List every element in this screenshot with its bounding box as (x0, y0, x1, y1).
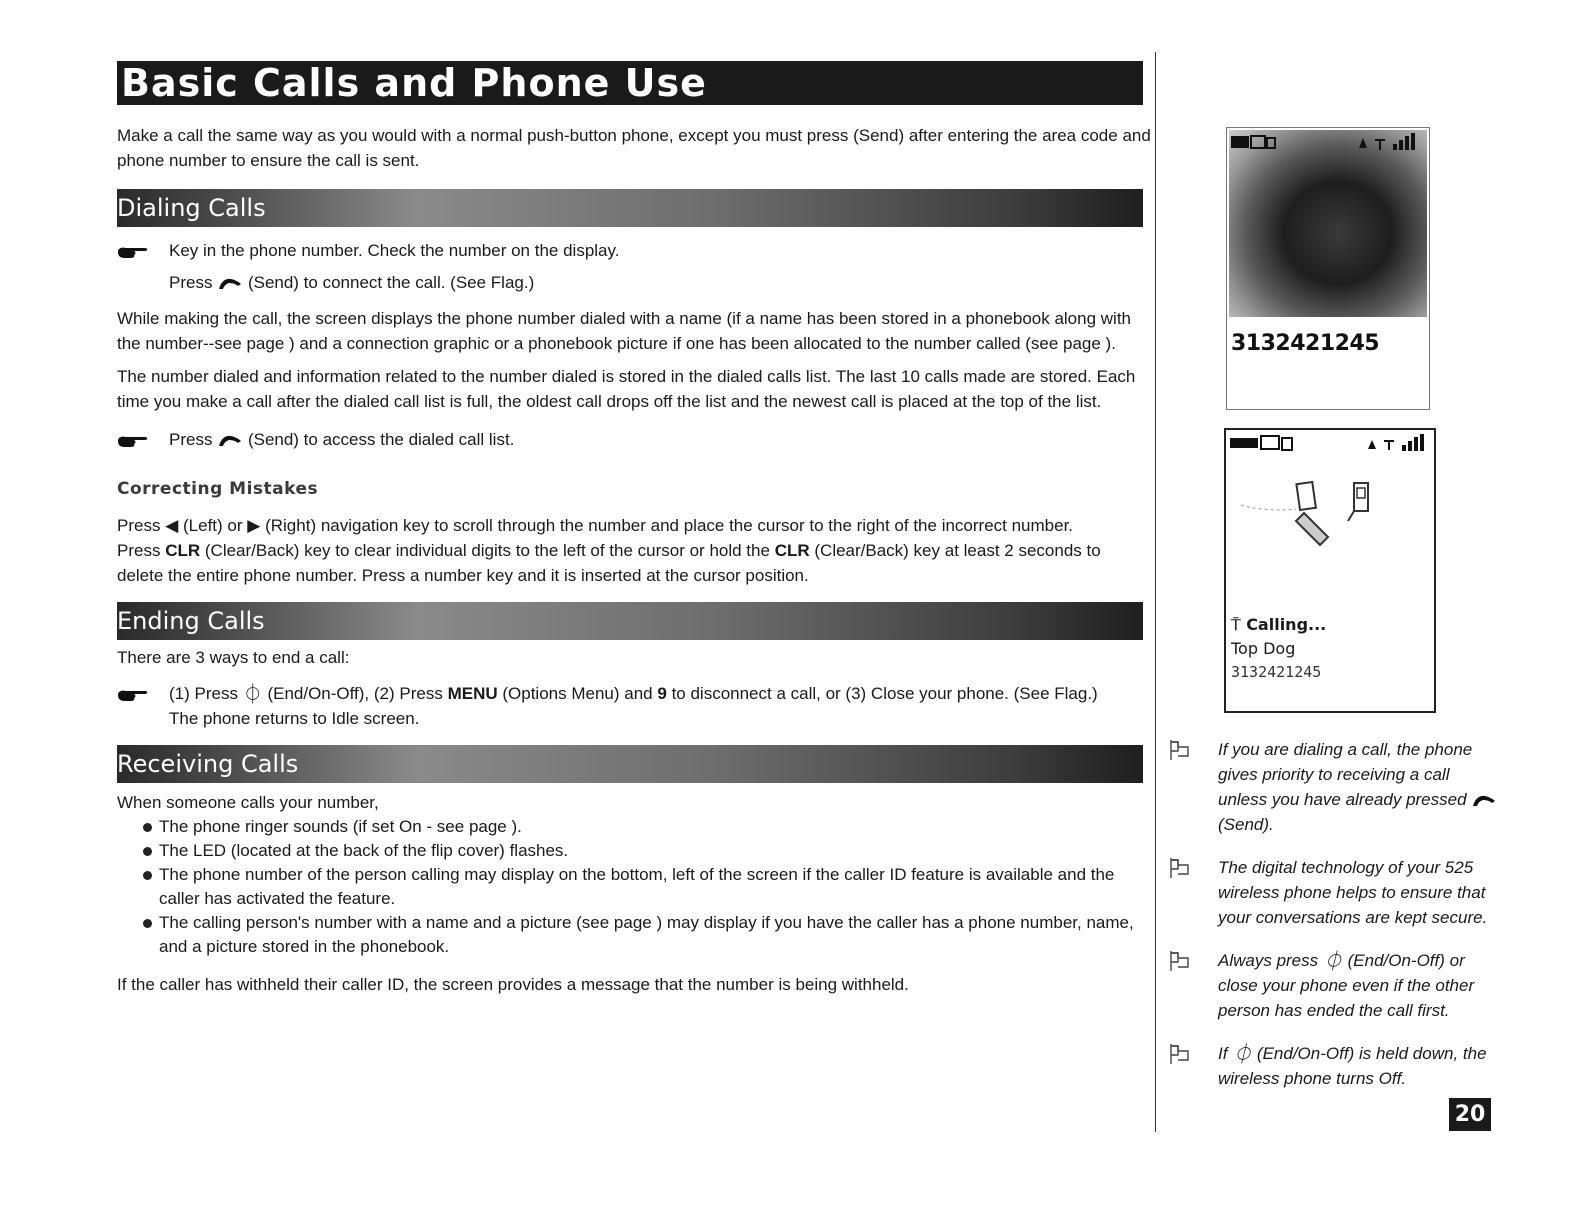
right-arrow-icon: ▶ (247, 516, 261, 535)
dialing-step-1: Key in the phone number. Check the number on the display. (169, 241, 620, 260)
text: (Clear/Back) key to clear individual digits to the left of the cursor or hold the (204, 541, 770, 560)
calling-status (1231, 615, 1326, 635)
list-item: The phone ringer sounds (if set On - see page ). (143, 815, 1153, 839)
text: (End/On-Off) or close your phone even if the other person has ended the call first. (1218, 951, 1475, 1020)
send-key-icon (217, 277, 243, 291)
column-divider (1155, 52, 1156, 1132)
step-text: Press (169, 273, 213, 292)
text: (Clear/Back) key at least 2 seconds to (814, 541, 1101, 560)
calling-label: Calling... (1246, 615, 1327, 634)
nine-key-label: 9 (657, 684, 667, 703)
status-bar-icons (1229, 130, 1427, 156)
note-flag-icon (1168, 1043, 1190, 1065)
note-flag-icon (1168, 857, 1190, 879)
list-item: The LED (located at the back of the flip cover) flashes. (143, 839, 1153, 863)
note-text (1218, 1041, 1503, 1091)
menu-key-label: MENU (447, 684, 498, 703)
subheading-correcting: Correcting Mistakes (117, 479, 319, 499)
dialing-paragraph-2: The number dialed and information related to the number dialed is stored in the dialed calls list. The last 10 calls made are stored. Each time you make a call after the dialed call list is full, the oldest call drops off the list and the newest call is placed at the top of the list. (117, 367, 1136, 411)
text: (1) Press (169, 684, 238, 703)
text: If you are dialing a call, the phone gives priority to receiving a call unless you have already pressed (1218, 740, 1473, 809)
text: (Send). (1218, 815, 1274, 834)
pointing-hand-icon (117, 434, 149, 448)
correcting-line-2 (117, 538, 1152, 563)
page-number: 20 (1449, 1098, 1491, 1131)
ending-step-line-1 (169, 681, 1149, 706)
note-flag-icon (1168, 739, 1190, 761)
dialing-step-2 (169, 427, 514, 452)
note-text: The digital technology of your 525 wireless phone helps to ensure that your conversations are kept secure. (1218, 858, 1488, 927)
text: If (1218, 1044, 1228, 1063)
text: (Options Menu) and (502, 684, 653, 703)
text: (Left) or (183, 516, 243, 535)
text: to disconnect a call, or (3) Close your phone. (See Flag.) (671, 684, 1098, 703)
phone-screen-dialing (1226, 127, 1430, 410)
correcting-line-3: delete the entire phone number. Press a number key and it is inserted at the cursor position. (117, 566, 809, 585)
ending-step (169, 681, 1149, 731)
clr-key-label: CLR (774, 541, 810, 560)
dialing-paragraph-1: While making the call, the screen displays the phone number dialed with a name (if a name has been stored in a phonebook along with the number--see page ) and a connection graphic or a phonebook picture if one has been allocated to the number called (see page ). (117, 309, 1131, 353)
receiving-outro: If the caller has withheld their caller ID, the screen provides a message that the number is being withheld. (117, 975, 909, 994)
step-text: (Send) to access the dialed call list. (247, 430, 515, 449)
send-key-icon (217, 434, 243, 448)
end-key-icon: ⏀ (1232, 1044, 1253, 1066)
note-text (1218, 948, 1503, 1023)
section-heading-dialing: Dialing Calls (117, 189, 1143, 227)
intro-text: Make a call the same way as you would with a normal push-button phone, except you must press (Send) after entering the area code and phone number to ensure the call is sent. (117, 126, 1151, 170)
page-title: Basic Calls and Phone Use (117, 61, 1143, 105)
receiving-bullets (143, 815, 1153, 959)
note-flag-icon (1168, 950, 1190, 972)
end-key-icon: ⏀ (242, 684, 263, 706)
section-heading-ending: Ending Calls (117, 602, 1143, 640)
dialing-step-1b (169, 270, 534, 295)
text: Always press (1218, 951, 1319, 970)
pointing-hand-icon (117, 688, 149, 702)
step-text: Press (169, 430, 213, 449)
receiving-intro: When someone calls your number, (117, 793, 379, 812)
note-text (1218, 737, 1503, 837)
text: Press (117, 541, 161, 560)
clr-key-label: CLR (165, 541, 201, 560)
text: (Right) navigation key to scroll through the number and place the cursor to the right of the incorrect number. (265, 516, 1074, 535)
text: (End/On-Off), (2) Press (267, 684, 443, 703)
list-item: The phone number of the person calling may display on the bottom, left of the screen if the caller ID feature is available and the caller has activated the feature. (143, 863, 1153, 911)
status-bar-icons (1228, 432, 1434, 456)
list-item: The calling person's number with a name and a picture (see page ) may display if you have the caller has a phone number, name, and a picture stored in the phonebook. (143, 911, 1153, 959)
correcting-line-1 (117, 513, 1152, 538)
dialed-number: 3132421245 (1231, 331, 1380, 356)
correcting-paragraph (117, 513, 1152, 588)
text: (End/On-Off) is held down, the wireless phone turns Off. (1218, 1044, 1487, 1088)
pointing-hand-icon (117, 245, 149, 259)
intro-paragraph (117, 123, 1152, 173)
wallpaper-image (1229, 130, 1427, 317)
caller-name: Top Dog (1231, 639, 1296, 658)
section-heading-receiving: Receiving Calls (117, 745, 1143, 783)
phone-screen-calling (1224, 428, 1436, 713)
end-key-icon: ⏀ (1322, 951, 1343, 973)
ending-step-line-2: The phone returns to Idle screen. (169, 709, 420, 728)
caller-number: 3132421245 (1231, 663, 1322, 681)
left-arrow-icon: ◀ (165, 516, 179, 535)
step-text: (Send) to connect the call. (See Flag.) (247, 273, 535, 292)
antenna-icon: ⍑ (1231, 615, 1241, 634)
text: Press (117, 516, 161, 535)
send-key-icon (1471, 794, 1497, 808)
ending-intro: There are 3 ways to end a call: (117, 648, 350, 667)
connection-graphic-icon (1236, 475, 1386, 555)
